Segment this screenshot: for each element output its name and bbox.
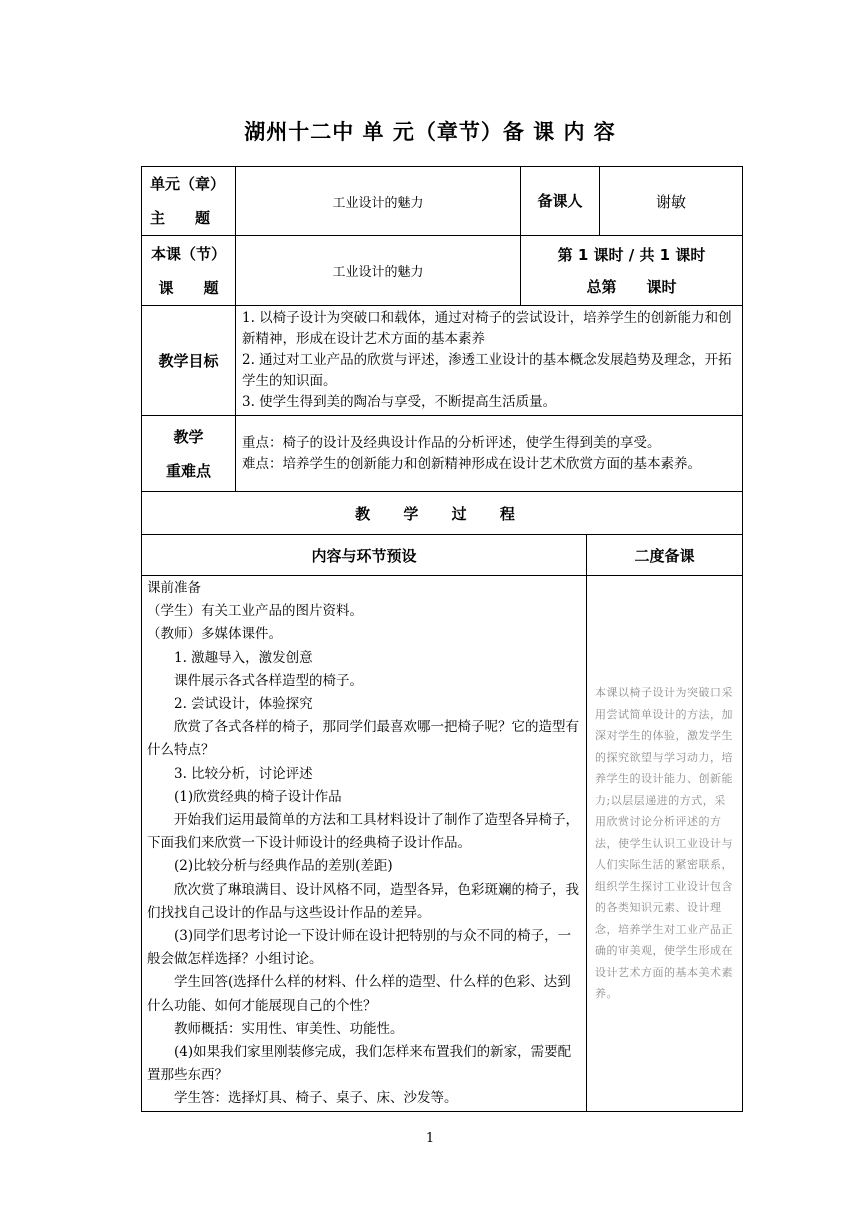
process-line: (4)如果我们家里刚装修完成，我们怎样来布置我们的新家，需要配置那些东西？ [147, 1044, 572, 1084]
key-point-item: 重点：椅子的设计及经典设计作品的分析评述，使学生得到美的享受。 [242, 434, 661, 451]
second-prep-cell [587, 576, 743, 1112]
lesson-value: 工业设计的魅力 [236, 236, 521, 306]
goal-item: 1. 以椅子设计为突破口和载体，通过对椅子的尝试设计，培养学生的创新能力和创新精神，形成在设计艺术方面的基本素养 [242, 310, 732, 347]
second-prep-note: 本课以椅子设计为突破口采用尝试简单设计的方法，加深对学生的体验，激发学生的探究欲望与学习动力，培养学生的设计能力、创新能力;以层层递进的方式，采用欣赏讨论分析评述的方法，使学生认识工业设计与人们实际生活的紧密联系，组织学生探讨工业设计包含的各类知识元素、设计理念，培养学生对工业产品正确的审美观，使学生形成在设计艺术方面的基本美术素养。 [595, 686, 733, 1001]
process-content [142, 576, 587, 1112]
second-prep-header: 二度备课 [587, 535, 743, 576]
process-line: 课前准备 [147, 580, 201, 596]
goals-row [142, 306, 743, 416]
unit-label-cell [142, 167, 236, 236]
lesson-label-line-2: 课 题 [158, 278, 219, 297]
process-line: 学生答：选择灯具、椅子、桌子、床、沙发等。 [174, 1090, 458, 1107]
process-line: 1. 激趣导入，激发创意 [174, 649, 313, 666]
preparer-label: 备课人 [521, 167, 600, 236]
process-line: 课件展示各式各样造型的椅子。 [174, 672, 363, 689]
process-title: 教 学 过 程 [142, 492, 743, 535]
process-body-row [142, 576, 743, 1112]
key-point-item: 难点：培养学生的创新能力和创新精神形成在设计艺术欣赏方面的基本素养。 [242, 455, 701, 472]
unit-label-line-1: 单元（章） [150, 175, 226, 193]
process-line: 欣赏了各式各样的椅子，那同学们最喜欢哪一把椅子呢？它的造型有什么特点？ [147, 719, 579, 759]
lesson-label-cell [142, 236, 236, 306]
process-line: 欣次赏了琳琅满目、设计风格不同，造型各异，色彩斑斓的椅子，我们找找自己设计的作品与这些设计作品的差异。 [147, 881, 579, 921]
key-label-line-1: 教学 [173, 427, 204, 446]
unit-row [142, 167, 743, 236]
content-header: 内容与环节预设 [142, 535, 587, 576]
key-points-cell [236, 416, 743, 492]
process-line: (3)同学们思考讨论一下设计师在设计把特别的与众不同的椅子，一般会做怎样选择？小组讨论。 [147, 928, 572, 968]
page-number: 1 [425, 1131, 435, 1146]
goal-item: 2. 通过对工业产品的欣赏与评述，渗透工业设计的基本概念发展趋势及理念，开拓学生的知识面。 [242, 352, 732, 389]
lesson-row [142, 236, 743, 306]
lesson-hours-line-2: 总第 课时 [586, 277, 677, 296]
lesson-plan-table [141, 166, 743, 1112]
goals-label: 教学目标 [142, 306, 236, 416]
process-line: （学生）有关工业产品的图片资料。 [147, 603, 363, 620]
lesson-hours-line-1: 第 1 课时 / 共 1 课时 [557, 245, 706, 264]
process-header-row [142, 535, 743, 576]
process-line: 3. 比较分析，讨论评述 [174, 765, 313, 782]
key-label-cell [142, 416, 236, 492]
goal-item: 3. 使学生得到美的陶冶与享受，不断提高生活质量。 [242, 394, 557, 410]
process-title-row [142, 492, 743, 535]
process-line: 2. 尝试设计，体验探究 [174, 696, 313, 713]
process-line: (2)比较分析与经典作品的差别(差距) [174, 858, 393, 875]
process-line: 学生回答(选择什么样的材料、什么样的造型、什么样的色彩、达到什么功能、如何才能展现自己的个性？ [147, 974, 571, 1014]
process-line: 教师概括：实用性、审美性、功能性。 [174, 1020, 404, 1037]
goals-cell [236, 306, 743, 416]
unit-value: 工业设计的魅力 [236, 167, 521, 236]
preparer-value: 谢敏 [600, 167, 743, 236]
lesson-label-line-1: 本课（节） [150, 244, 226, 263]
process-line: （教师）多媒体课件。 [147, 626, 282, 643]
unit-label-line-2: 主 题 [150, 209, 211, 227]
process-line: 开始我们运用最简单的方法和工具材料设计了制作了造型各异椅子，下面我们来欣赏一下设计师设计的经典椅子设计作品。 [147, 812, 579, 852]
lesson-hours-cell [521, 236, 743, 306]
page-title: 湖州十二中 单 元（章节）备 课 内 容 [244, 120, 616, 144]
key-points-row [142, 416, 743, 492]
process-line: (1)欣赏经典的椅子设计作品 [174, 788, 342, 805]
key-label-line-2: 重难点 [165, 461, 211, 480]
